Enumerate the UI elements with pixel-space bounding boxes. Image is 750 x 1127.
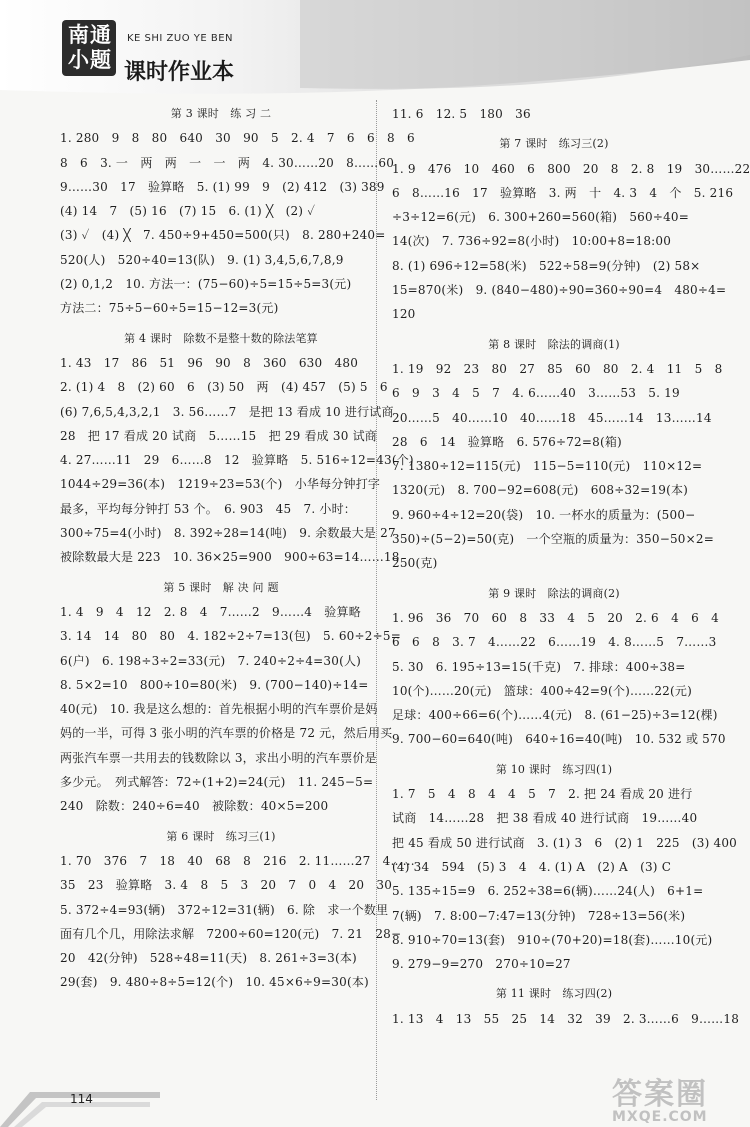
answer-line: (6) 7,6,5,4,3,2,1 3. 56……7 是把 13 看成 10 进行试商 — [60, 404, 394, 419]
answer-line: 250(克) — [392, 556, 438, 571]
logo-line-1: 南通 — [68, 23, 112, 47]
answer-column-right — [392, 102, 750, 1031]
answer-line: 1320(元) 8. 700−92=608(元) 608÷32=19(本) — [392, 483, 689, 498]
book-title-pinyin: KE SHI ZUO YE BEN — [127, 33, 234, 44]
answer-line: 6 6 8 3. 7 4……22 6……19 4. 8……5 7……3 — [392, 635, 717, 650]
watermark-main: 答案圈 — [612, 1077, 708, 1112]
answer-line: 6 8……16 17 验算略 3. 两 十 4. 3 4 个 5. 216 — [392, 185, 734, 200]
answer-line: 28 把 17 看成 20 试商 5……15 把 29 看成 30 试商 — [60, 428, 377, 443]
lesson-heading: 第 10 课时 练习四(1) — [495, 762, 613, 776]
answer-line: 10(个)……20(元) 篮球：400÷42=9(个)……22(元) — [392, 683, 692, 698]
answer-line: 1. 70 376 7 18 40 68 8 216 2. 11……27 4…… — [60, 853, 415, 868]
answer-line: 350)÷(5−2)=50(克) 一个空瓶的质量为：350−50×2= — [392, 532, 714, 547]
answer-line: 2. (1) 4 8 (2) 60 6 (3) 50 两 (4) 457 (5) 5 6 — [60, 380, 388, 395]
answer-line: 1. 4 9 4 12 2. 8 4 7……2 9……4 验算略 — [60, 604, 361, 619]
answer-line: (2) 0,1,2 10. 方法一：(75−60)÷5=15÷5=3(元) — [60, 277, 352, 292]
answer-line: 试商 14……28 把 38 看成 40 进行试商 19……40 — [392, 811, 698, 826]
answer-line: 6 9 3 4 5 7 4. 6……40 3……53 5. 19 — [392, 386, 680, 401]
answer-line: 29(套) 9. 480÷8÷5=12(个) 10. 45×6÷9=30(本) — [60, 975, 369, 990]
answer-line: 8 6 3. 一 两 两 一 一 两 4. 30……20 8……60 — [60, 155, 395, 170]
answer-line: 35 23 验算略 3. 4 8 5 3 20 7 0 4 20 30 — [60, 878, 393, 893]
answer-line: 5. 30 6. 195÷13=15(千克) 7. 排球：400÷38= — [392, 659, 686, 674]
answer-line: 4. 27……11 29 6……8 12 验算略 5. 516÷12=43(个) — [60, 453, 414, 468]
answer-line: 1. 13 4 13 55 25 14 32 39 2. 3……6 9……18 — [392, 1011, 740, 1026]
answer-line: 多少元。 列式解答：72÷(1+2)=24(元) 11. 245−5= — [60, 775, 374, 790]
answer-line: 足球：400÷66=6(个)……4(元) 8. (61−25)÷3=12(棵) — [392, 708, 718, 723]
answer-line: 1044÷29=36(本) 1219÷23=53(个) 小华每分钟打字 — [60, 477, 381, 492]
answer-line: 1. 43 17 86 51 96 90 8 360 630 480 — [60, 355, 359, 370]
answer-line: 5. 372÷4=93(辆) 372÷12=31(辆) 6. 除 求一个数里 — [60, 902, 389, 917]
page-number: 114 — [70, 1092, 93, 1106]
series-logo-text — [66, 23, 114, 73]
answer-line: 把 45 看成 50 进行试商 3. (1) 3 6 (2) 1 225 (3) 400 — [392, 835, 738, 850]
answer-line: 3. 14 14 80 80 4. 182÷2÷7=13(包) 5. 60÷2÷5= — [60, 629, 401, 644]
answer-line: 20……5 40……10 40……18 45……14 13……14 — [392, 410, 712, 425]
lesson-heading: 第 3 课时 练 习 二 — [170, 107, 272, 120]
book-title: 课时作业本 — [124, 60, 235, 85]
answer-line: 面有几个几，用除法求解 7200÷60=120(元) 7. 21 28− — [60, 926, 402, 941]
answer-line: 1. 280 9 8 80 640 30 90 5 2. 4 7 6 6 8 6 — [60, 131, 415, 146]
answer-line: 1. 19 92 23 80 27 85 60 80 2. 4 11 5 8 — [392, 361, 723, 376]
answer-line: 两张汽车票一共用去的钱数除以 3，求出小明的汽车票价是 — [60, 750, 377, 765]
answer-line: 9. 700−60=640(吨) 640÷16=40(吨) 10. 532 或 570 — [392, 732, 726, 747]
answer-line: 8. 910÷70=13(套) 910÷(70+20)=18(套)……10(元) — [392, 932, 713, 947]
answer-line: 8. (1) 696÷12=58(米) 522÷58=9(分钟) (2) 58× — [392, 258, 701, 273]
answer-line: 520(人) 520÷40=13(队) 9. (1) 3,4,5,6,7,8,9 — [60, 252, 344, 267]
page-header — [0, 0, 750, 104]
answer-line: 20 42(分钟) 528÷48=11(天) 8. 261÷3=3(本) — [60, 951, 357, 966]
answer-line: 240 除数：240÷6=40 被除数：40×5=200 — [60, 799, 329, 814]
answer-line: ÷3÷12=6(元) 6. 300+260=560(箱) 560÷40= — [392, 210, 689, 225]
watermark — [612, 1077, 742, 1125]
lesson-heading: 第 5 课时 解 决 问 题 — [163, 580, 279, 594]
answer-line: 9. 279−9=270 270÷10=27 — [392, 957, 571, 972]
answer-line: 11. 6 12. 5 180 36 — [392, 107, 531, 121]
answer-line: 1. 7 5 4 8 4 4 5 7 2. 把 24 看成 20 进行 — [392, 787, 693, 802]
answer-line: 15=870(米) 9. (840−480)÷90=360÷90=4 480÷4= — [392, 283, 727, 298]
answer-line: 5. 135÷15=9 6. 252÷38=6(辆)……24(人) 6+1= — [392, 884, 704, 899]
lesson-heading: 第 4 课时 除数不是整十数的除法笔算 — [124, 331, 318, 345]
answer-line: 28 6 14 验算略 6. 576÷72=8(箱) — [392, 434, 622, 449]
lesson-heading: 第 6 课时 练习三(1) — [166, 829, 276, 843]
lesson-heading: 第 8 课时 除法的调商(1) — [488, 337, 620, 351]
answer-line: 1. 9 476 10 460 6 800 20 8 2. 8 19 30……22 — [392, 161, 750, 176]
answer-line: 120 — [392, 307, 416, 322]
answer-line: 妈的一半，可得 3 张小明的汽车票的价格是 72 元，然后用买 — [60, 726, 393, 741]
answer-line: 300÷75=4(小时) 8. 392÷28=14(吨) 9. 余数最大是 27 — [60, 526, 396, 541]
series-logo — [62, 20, 116, 76]
answer-line: 6(户) 6. 198÷3÷2=33(元) 7. 240÷2÷4=30(人) — [60, 653, 362, 668]
answer-line: (3) ✓ (4) ╳ 7. 450÷9+450=500(只) 8. 280+240= — [60, 228, 386, 243]
answer-line: 8. 5×2=10 800÷10=80(米) 9. (700−140)÷14= — [60, 677, 369, 692]
answer-line: 14(次) 7. 736÷92=8(小时) 10:00+8=18:00 — [392, 234, 672, 249]
answer-line: 9……30 17 验算略 5. (1) 99 9 (2) 412 (3) 389 — [60, 179, 385, 194]
lesson-heading: 第 11 课时 练习四(2) — [495, 987, 613, 1001]
answer-line: (4) 34 594 (5) 3 4 4. (1) A (2) A (3) C — [392, 859, 672, 874]
logo-line-2: 小题 — [68, 48, 112, 72]
lesson-heading: 第 7 课时 练习三(2) — [499, 137, 609, 151]
answer-line: 被除数最大是 223 10. 36×25=900 900÷63=14……18 — [60, 550, 400, 565]
answer-line: 最多，平均每分钟打 53 个。 6. 903 45 7. 小时： — [60, 501, 357, 516]
answer-line: 方法二：75÷5−60÷5=15−12=3(元) — [60, 301, 279, 316]
lesson-heading: 第 9 课时 除法的调商(2) — [488, 586, 620, 600]
answer-line: 7(辆) 7. 8:00−7:47=13(分钟) 728÷13=56(米) — [392, 908, 686, 923]
watermark-sub: MXQE.COM — [612, 1109, 708, 1125]
answer-line: 1. 96 36 70 60 8 33 4 5 20 2. 6 4 6 4 — [392, 610, 719, 625]
answer-line: 40(元) 10. 我是这么想的：首先根据小明的汽车票价是妈 — [60, 702, 378, 717]
answer-line: (4) 14 7 (5) 16 (7) 15 6. (1) ╳ (2) ✓ — [60, 204, 316, 219]
answer-line: 9. 960÷4÷12=20(袋) 10. 一杯水的质量为：(500− — [392, 507, 696, 522]
answer-line: 7. 1380÷12=115(元) 115−5=110(元) 110×12= — [392, 459, 703, 474]
